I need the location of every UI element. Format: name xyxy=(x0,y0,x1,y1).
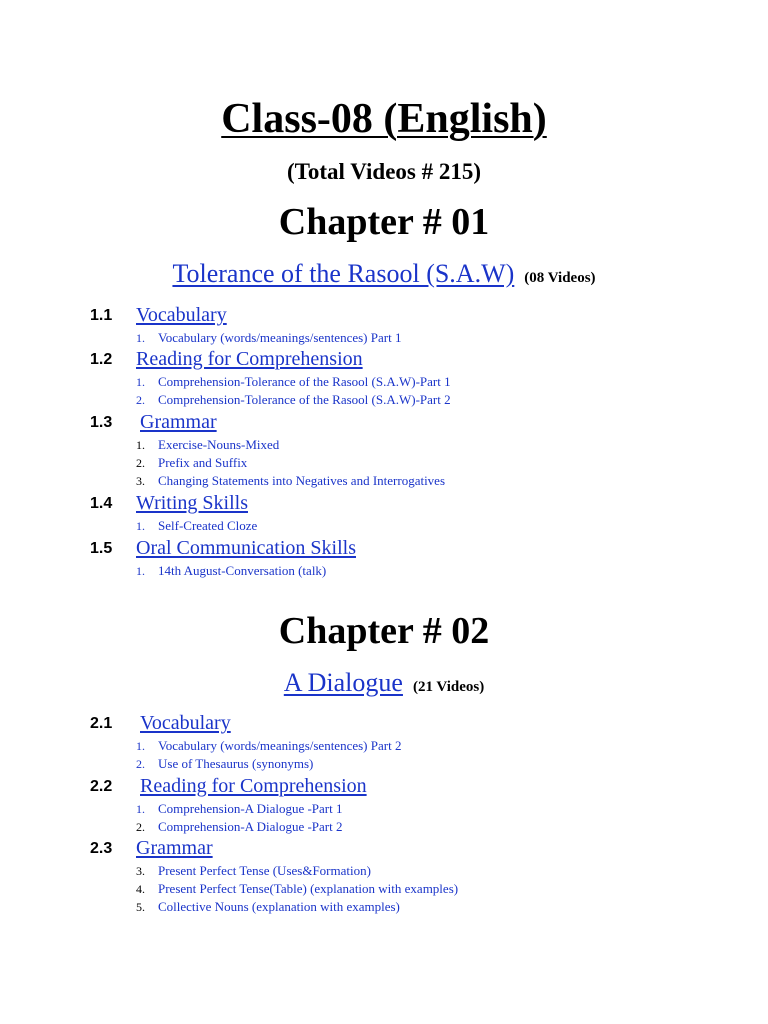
list-item-link[interactable]: Comprehension-Tolerance of the Rasool (S.A.W)-Part 1 xyxy=(158,374,451,389)
section-1-1 xyxy=(0,303,768,347)
list-item xyxy=(0,436,768,454)
list-item-number: 5. xyxy=(136,900,145,914)
list-item xyxy=(0,517,768,535)
section-number: 1.3 xyxy=(90,414,113,431)
section-title-link[interactable]: Reading for Comprehension xyxy=(136,348,363,370)
section-2-3 xyxy=(0,836,768,916)
list-item-number: 1. xyxy=(136,564,145,578)
section-number: 1.5 xyxy=(90,540,113,557)
section-title-link[interactable]: Oral Communication Skills xyxy=(136,537,356,559)
section-number: 2.1 xyxy=(90,715,113,732)
list-item-link[interactable]: Vocabulary (words/meanings/sentences) Part 1 xyxy=(158,330,402,345)
section-1-2 xyxy=(0,347,768,409)
section-number: 1.4 xyxy=(90,495,113,512)
chapter-heading-01: Chapter # 01 xyxy=(278,201,490,243)
list-item-number: 3. xyxy=(136,474,145,488)
list-item-link[interactable]: Comprehension-Tolerance of the Rasool (S.A.W)-Part 2 xyxy=(158,392,451,407)
list-item-link[interactable]: Collective Nouns (explanation with examples) xyxy=(158,899,400,914)
chapter-video-count-02: (21 Videos) xyxy=(412,679,485,695)
list-item-number: 1. xyxy=(136,802,145,816)
list-item-link[interactable]: Vocabulary (words/meanings/sentences) Part 2 xyxy=(158,738,402,753)
chapter-video-count-01: (08 Videos) xyxy=(524,270,596,286)
list-item xyxy=(0,562,768,580)
section-1-5 xyxy=(0,536,768,580)
list-item-link[interactable]: Changing Statements into Negatives and Interrogatives xyxy=(158,473,446,488)
list-item xyxy=(0,818,768,836)
list-item xyxy=(0,898,768,916)
section-number: 2.3 xyxy=(90,840,113,857)
chapter-topic-link-01[interactable]: Tolerance of the Rasool (S.A.W) xyxy=(172,259,515,288)
section-number: 1.2 xyxy=(90,351,113,368)
list-item-number: 1. xyxy=(136,519,145,533)
list-item xyxy=(0,373,768,391)
list-item-number: 3. xyxy=(136,864,145,878)
chapter-heading-02: Chapter # 02 xyxy=(278,610,490,652)
chapter-topic-link-02[interactable]: A Dialogue xyxy=(283,668,403,697)
section-title-link[interactable]: Vocabulary xyxy=(136,304,227,326)
list-item xyxy=(0,755,768,773)
section-title-link[interactable]: Vocabulary xyxy=(140,712,231,734)
total-videos-subtitle: (Total Videos # 215) xyxy=(286,159,482,184)
list-item xyxy=(0,454,768,472)
section-item-list xyxy=(0,329,768,347)
list-item-number: 2. xyxy=(136,393,145,407)
list-item-number: 1. xyxy=(136,375,145,389)
chapter-topic-01 xyxy=(0,258,768,294)
list-item-link[interactable]: Comprehension-A Dialogue -Part 2 xyxy=(158,819,343,834)
section-title-link[interactable]: Reading for Comprehension xyxy=(140,775,367,797)
list-item xyxy=(0,329,768,347)
list-item-link[interactable]: Present Perfect Tense(Table) (explanation with examples) xyxy=(158,881,459,896)
section-title-link[interactable]: Writing Skills xyxy=(136,492,248,514)
section-item-list xyxy=(0,800,768,836)
list-item-number: 4. xyxy=(136,882,145,896)
list-item-number: 2. xyxy=(136,456,145,470)
list-item-link[interactable]: Use of Thesaurus (synonyms) xyxy=(158,756,314,771)
section-number: 1.1 xyxy=(90,307,113,324)
document-title: Class-08 (English) xyxy=(221,96,547,142)
list-item-number: 2. xyxy=(136,757,145,771)
list-item xyxy=(0,880,768,898)
section-title-link[interactable]: Grammar xyxy=(140,411,217,433)
list-item xyxy=(0,737,768,755)
section-2-1 xyxy=(0,711,768,773)
list-item xyxy=(0,862,768,880)
section-item-list xyxy=(0,562,768,580)
list-item-number: 1. xyxy=(136,438,145,452)
section-item-list xyxy=(0,373,768,409)
section-item-list xyxy=(0,436,768,490)
chapter-topic-02 xyxy=(0,667,768,703)
section-item-list xyxy=(0,517,768,535)
section-1-4 xyxy=(0,491,768,535)
section-number: 2.2 xyxy=(90,778,113,795)
section-title-link[interactable]: Grammar xyxy=(136,837,213,859)
list-item-link[interactable]: 14th August-Conversation (talk) xyxy=(158,563,327,578)
list-item-link[interactable]: Comprehension-A Dialogue -Part 1 xyxy=(158,801,343,816)
list-item-link[interactable]: Present Perfect Tense (Uses&Formation) xyxy=(158,863,371,878)
section-1-3 xyxy=(0,410,768,490)
section-2-2 xyxy=(0,774,768,836)
list-item-link[interactable]: Prefix and Suffix xyxy=(158,455,248,470)
list-item xyxy=(0,391,768,409)
list-item xyxy=(0,800,768,818)
list-item-link[interactable]: Self-Created Cloze xyxy=(158,518,258,533)
list-item-number: 2. xyxy=(136,820,145,834)
list-item-number: 1. xyxy=(136,331,145,345)
list-item-number: 1. xyxy=(136,739,145,753)
list-item xyxy=(0,472,768,490)
list-item-link[interactable]: Exercise-Nouns-Mixed xyxy=(158,437,280,452)
section-item-list xyxy=(0,737,768,773)
section-item-list xyxy=(0,862,768,916)
